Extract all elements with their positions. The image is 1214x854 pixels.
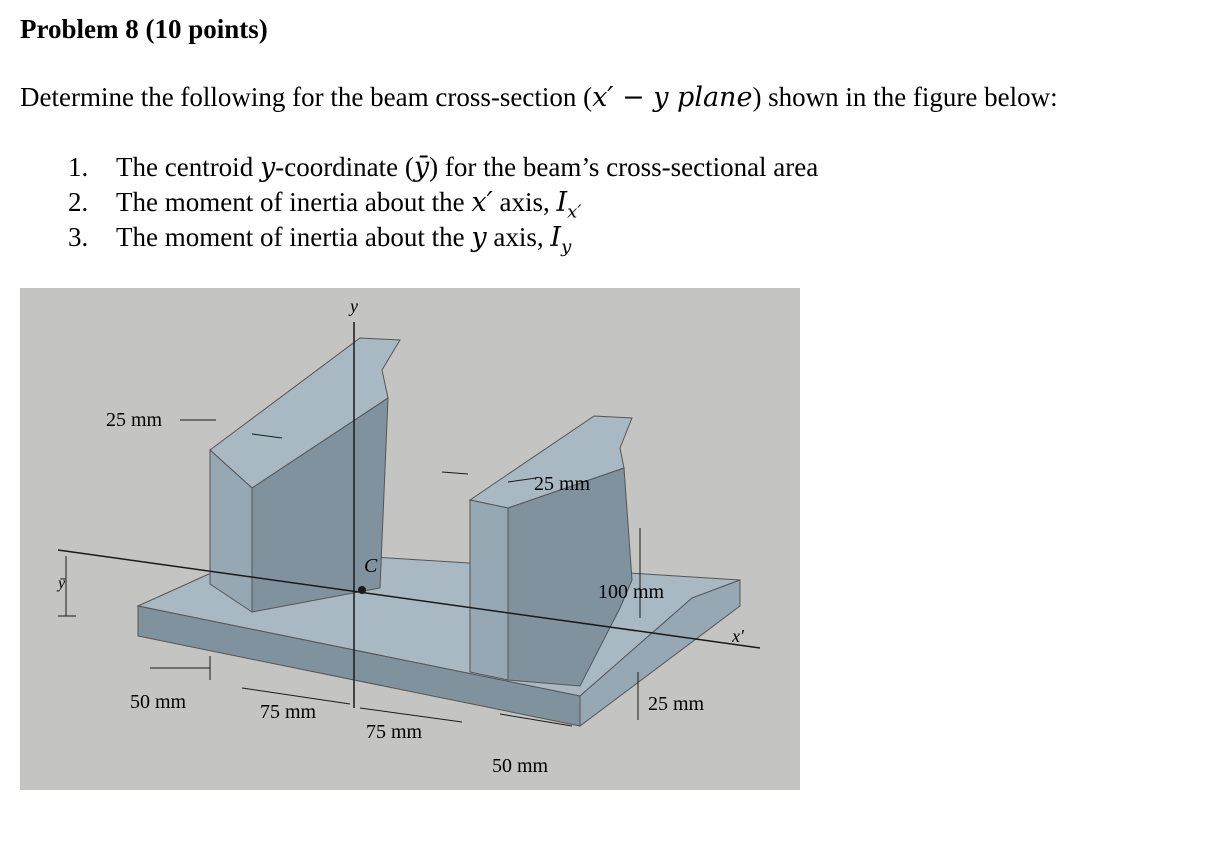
task-text: The centroid y-coordinate (ȳ) for the beam’s cross-sectional area (116, 152, 819, 183)
dim-25-left-label: 25 mm (106, 409, 163, 431)
task-item (68, 185, 818, 223)
dim-75-b-label: 75 mm (366, 721, 423, 743)
ybar-label: ȳ (58, 575, 66, 592)
prompt-text-after: ) shown in the figure below: (752, 82, 1058, 112)
problem-title: Problem 8 (10 points) (20, 14, 268, 44)
dim-25-right-label: 25 mm (534, 473, 591, 495)
task-number: 1. (68, 152, 89, 182)
task-list (68, 150, 819, 258)
centroid-point (358, 586, 366, 594)
dim-25-base-label: 25 mm (648, 693, 705, 715)
dim-50-left-label: 50 mm (130, 691, 187, 713)
prompt-text-before: Determine the following for the beam cross-section ( (20, 82, 593, 112)
task-item (68, 220, 818, 258)
problem-prompt (20, 82, 1058, 113)
task-number: 3. (68, 222, 89, 252)
y-axis-label: y (350, 296, 358, 316)
task-item (68, 150, 818, 185)
task-text: The moment of inertia about the y axis, $I_y$ (116, 222, 572, 258)
dim-75-a-label: 75 mm (260, 701, 317, 723)
right-web-side (470, 500, 508, 680)
beam-figure (20, 288, 800, 790)
prompt-math: x′ − y plane (592, 82, 753, 113)
centroid-label: C (364, 555, 378, 577)
x-prime-axis-label: x′ (732, 626, 744, 646)
task-number: 2. (68, 187, 89, 217)
dim-100-label: 100 mm (598, 581, 665, 603)
task-text: The moment of inertia about the x′ axis, $I_{x'}$ (116, 187, 582, 223)
beam-diagram (20, 288, 800, 790)
dim-50-bottom-label: 50 mm (492, 755, 549, 777)
